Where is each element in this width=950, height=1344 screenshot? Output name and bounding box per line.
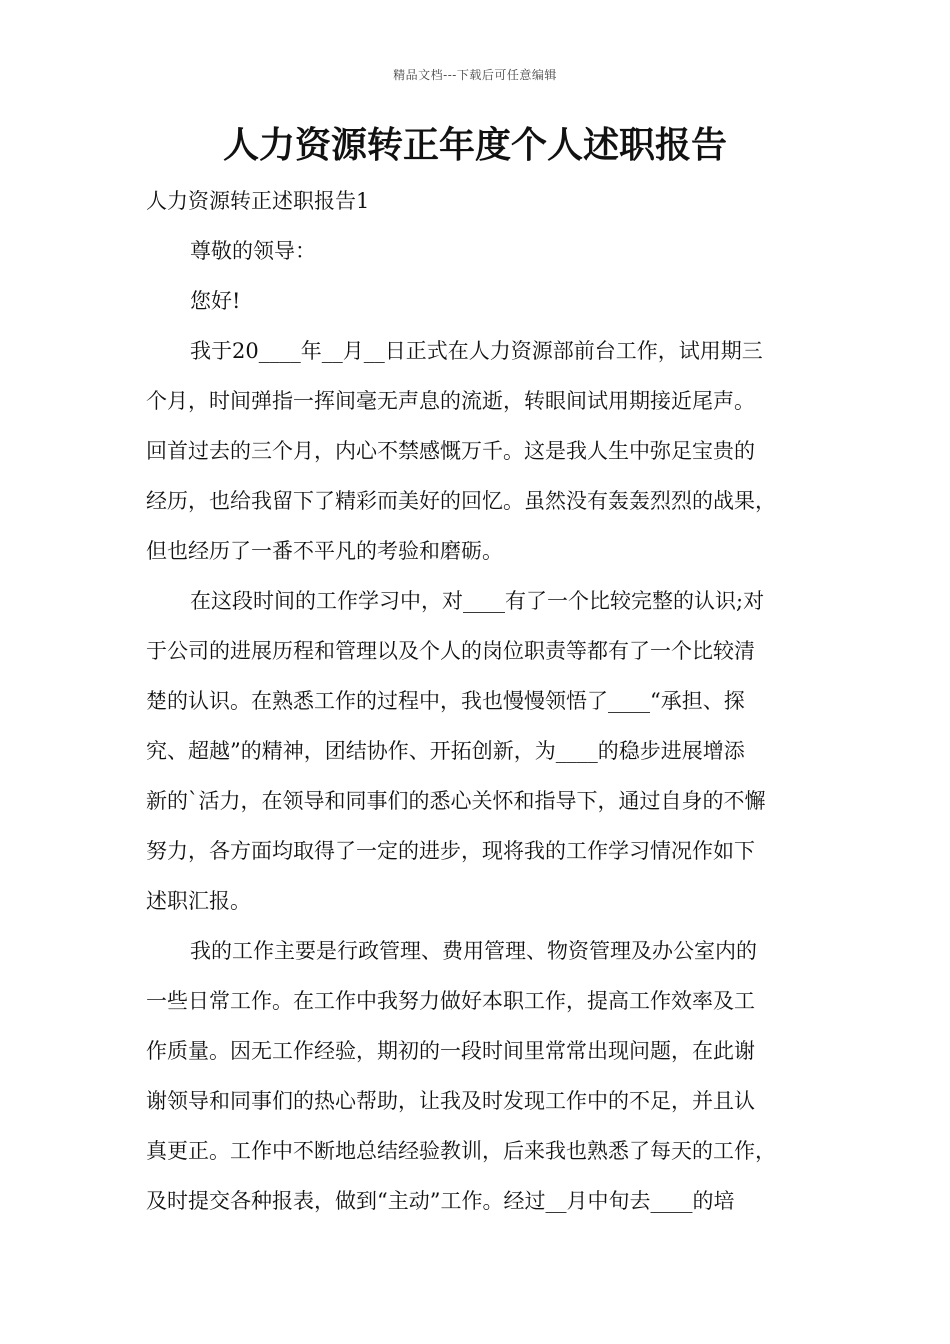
paragraph-line: 我于20____年__月__日正式在人力资源部前台工作，试用期三 bbox=[190, 339, 763, 363]
paragraph-line: 述职汇报。 bbox=[146, 889, 251, 913]
paragraph-line: 究、超越”的精神，团结协作、开拓创新，为____的稳步进展增添 bbox=[146, 739, 745, 763]
paragraph-line: 个月，时间弹指一挥间毫无声息的流逝，转眼间试用期接近尾声。 bbox=[146, 389, 755, 413]
paragraph-line: 谢领导和同事们的热心帮助，让我及时发现工作中的不足，并且认 bbox=[146, 1089, 755, 1113]
paragraph-line: 新的`活力，在领导和同事们的悉心关怀和指导下，通过自身的不懈 bbox=[146, 789, 766, 813]
paragraph-line: 及时提交各种报表，做到“主动”工作。经过__月中旬去____的培 bbox=[146, 1189, 735, 1213]
paragraph-line: 努力，各方面均取得了一定的进步，现将我的工作学习情况作如下 bbox=[146, 839, 755, 863]
paragraph-line: 在这段时间的工作学习中，对____有了一个比较完整的认识;对 bbox=[190, 589, 765, 613]
paragraph-line: 作质量。因无工作经验，期初的一段时间里常常出现问题，在此谢 bbox=[146, 1039, 755, 1063]
section-heading: 人力资源转正述职报告1 bbox=[146, 189, 370, 213]
greeting: 您好! bbox=[190, 289, 241, 313]
salutation: 尊敬的领导： bbox=[190, 239, 316, 263]
document-title: 人力资源转正年度个人述职报告 bbox=[222, 124, 727, 166]
paragraph-line: 一些日常工作。在工作中我努力做好本职工作，提高工作效率及工 bbox=[146, 989, 755, 1013]
paragraph-line: 于公司的进展历程和管理以及个人的岗位职责等都有了一个比较清 bbox=[146, 639, 755, 663]
paragraph-line: 经历，也给我留下了精彩而美好的回忆。虽然没有轰轰烈烈的战果， bbox=[146, 489, 776, 513]
paragraph-line: 回首过去的三个月，内心不禁感慨万千。这是我人生中弥足宝贵的 bbox=[146, 439, 755, 463]
paragraph-line: 楚的认识。在熟悉工作的过程中，我也慢慢领悟了____“承担、探 bbox=[146, 689, 745, 713]
paragraph-line: 我的工作主要是行政管理、费用管理、物资管理及办公室内的 bbox=[190, 939, 757, 963]
paragraph-line: 但也经历了一番不平凡的考验和磨砺。 bbox=[146, 539, 503, 563]
paragraph-line: 真更正。工作中不断地总结经验教训，后来我也熟悉了每天的工作， bbox=[146, 1139, 776, 1163]
header-watermark: 精品文档---下载后可任意编辑 bbox=[393, 68, 557, 82]
